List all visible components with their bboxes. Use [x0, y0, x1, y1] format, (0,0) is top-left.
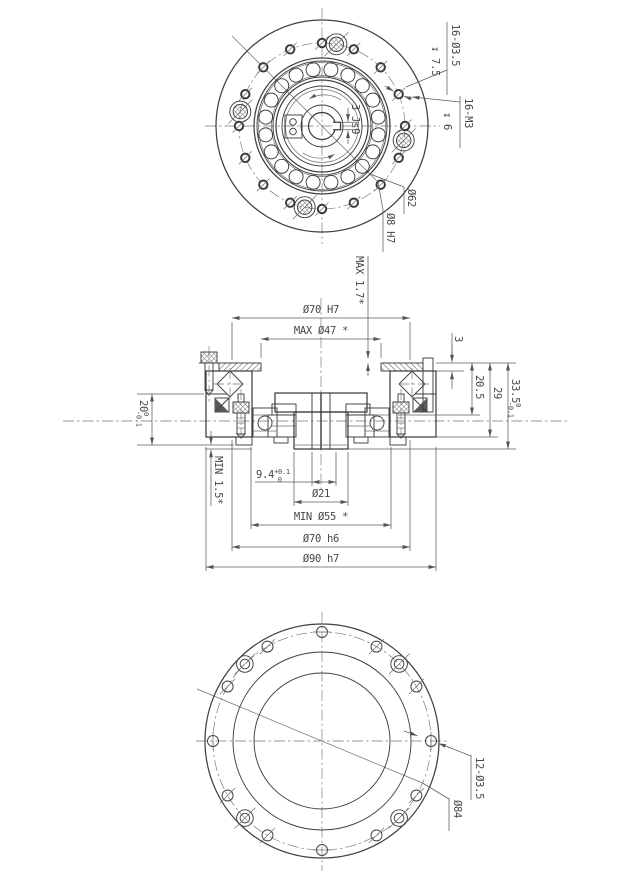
- section-view: [63, 256, 568, 571]
- dim-label-protrusion-max: MAX 1.7*: [353, 256, 365, 305]
- dim-keyway: [341, 104, 362, 144]
- dim-protrusion-max: [353, 256, 368, 376]
- dim-label-keyway: 3 Js9: [349, 104, 361, 135]
- dim-label-cb-depth: ↧ 7.5: [429, 46, 441, 77]
- dim-label-recess-min: MIN Ø55 *: [293, 511, 349, 523]
- section-diagonal-line: [197, 689, 423, 783]
- dim-label-housing-dia: Ø90 h7: [302, 553, 340, 565]
- callout-bearing-od: [370, 174, 417, 214]
- dim-label-bearing-od: Ø62: [405, 189, 417, 208]
- bottom-view: [196, 612, 485, 871]
- dim-label-pilot-dia: Ø70 h6: [302, 533, 340, 545]
- dim-label-flange-step: 3: [452, 336, 464, 343]
- top-view: [205, 8, 474, 252]
- dim-label-thread-holes: 16-M3: [462, 98, 474, 129]
- section-left-half: [206, 363, 321, 449]
- dim-label-depth-b: 29: [491, 387, 503, 400]
- dim-label-clearance-min: MIN 1.5*: [212, 456, 224, 505]
- dim-label-flange-bore: Ø70 H7: [302, 304, 340, 316]
- dim-label-thread-depth: ↧ 6: [441, 112, 453, 131]
- dim-label-cb-holes: 16-Ø3.5: [449, 24, 461, 67]
- dim-label-total-height: 33.5$^0$-0.1: [506, 379, 522, 418]
- callout-cb-holes: [385, 22, 461, 99]
- dim-label-hub-dia: Ø21: [311, 488, 331, 500]
- dim-label-mount-depth: $20^0-0.1$: [134, 400, 150, 427]
- dim-label-depth-a: 20.5: [473, 375, 485, 400]
- dim-label-holes: 12-Ø3.5: [473, 757, 485, 800]
- dim-label-bolt-circle: Ø84: [451, 800, 463, 819]
- dim-label-hollow-max: MAX Ø47 *: [293, 325, 349, 337]
- motor-clamp-detail: [285, 115, 302, 138]
- section-right-half: [321, 363, 436, 449]
- callout-thread-holes: [412, 96, 474, 148]
- dim-label-bore: Ø8 H7: [384, 213, 396, 244]
- callout-bore: [378, 182, 396, 252]
- dim-label-slot-width: $9.4^{+0.1}$ 0: [256, 468, 290, 484]
